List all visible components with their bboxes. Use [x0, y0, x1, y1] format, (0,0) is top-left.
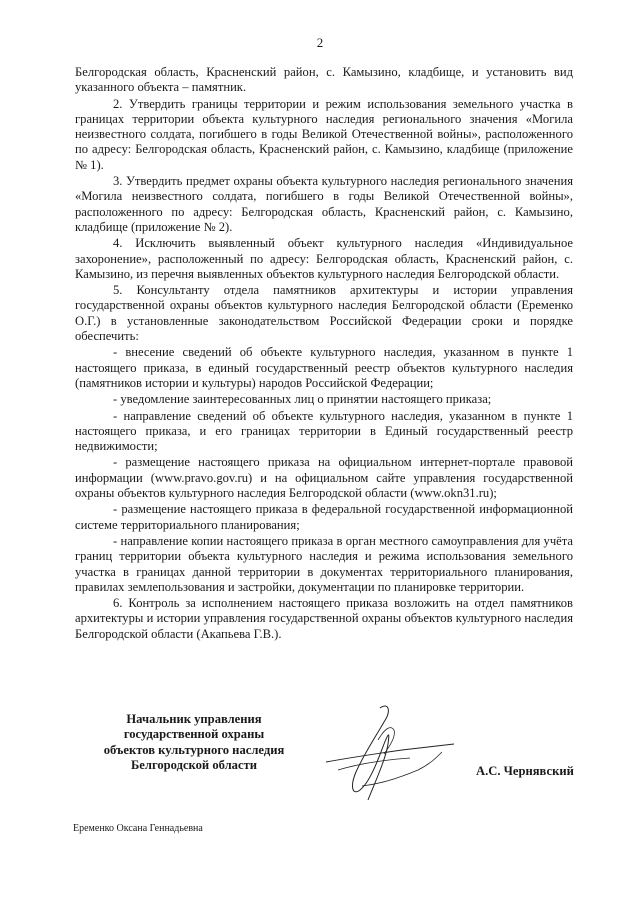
- page-number: 2: [316, 35, 324, 50]
- signer-position-line: государственной охраны: [123, 727, 265, 742]
- handwritten-signature: [318, 700, 468, 810]
- paragraph: - направление сведений об объекте культурного наследия, указанном в пункте 1 настоящего приказа, и его границах территории в Единый государственный реестр недвижимости;: [75, 408, 573, 454]
- paragraph: - размещение настоящего приказа на официальном интернет-портале правовой информации (www.pravo.gov.ru) и на официальном сайте управления государственной охраны объектов культурного наследия Белгородской области (www.okn31.ru);: [75, 455, 573, 501]
- paragraph: 4. Исключить выявленный объект культурного наследия «Индивидуальное захоронение», расположенный по адресу: Белгородская область, Красненский район, с. Камызино, из перечня выявленных объектов культурного наследия Белгородской области.: [75, 236, 573, 281]
- paragraph: 3. Утвердить предмет охраны объекта культурного наследия регионального значения «Могила неизвестного солдата, погибшего в годы Великой Отечественной войны», расположенного по адресу: Белгородская область, Красненский район, с. Камызино, кладбище (приложение № 2).: [75, 174, 573, 234]
- document-body: [75, 65, 573, 643]
- paragraph: 5. Консультанту отдела памятников архитектуры и истории управления государственной охраны объектов культурного наследия Белгородской области (Еременко О.Г.) в установленные законодательством Российской Федерации сроки и порядке обеспечить:: [75, 283, 573, 344]
- paragraph: - направление копии настоящего приказа в орган местного самоуправления для учёта границ территории объекта культурного наследия и режима использования земельного участка в границах данной территории в документах территориального планирования, правилах землепользования и застройки, документации по планировке территории.: [75, 533, 573, 594]
- paragraph: 6. Контроль за исполнением настоящего приказа возложить на отдел памятников архитектуры и истории управления государственной охраны объектов культурного наследия Белгородской области (Акапьева Г.В.).: [75, 596, 573, 641]
- signer-position-line: Начальник управления: [126, 712, 262, 726]
- paragraph: - уведомление заинтересованных лиц о принятии настоящего приказа;: [113, 392, 492, 407]
- paragraph: Белгородская область, Красненский район, с. Камызино, кладбище, и установить вид указанного объекта – памятник.: [75, 65, 573, 95]
- signer-position-line: объектов культурного наследия: [103, 742, 285, 757]
- signer-position-line: Белгородской области: [130, 757, 258, 772]
- executor-name: Еременко Оксана Геннадьевна: [73, 823, 203, 834]
- paragraph: 2. Утвердить границы территории и режим использования земельного участка в границах территории объекта культурного наследия регионального значения «Могила неизвестного солдата, погибшего в годы Великой Отечественной войны», расположенного по адресу: Белгородская область, Красненский район, с. Камызино, кладбище (приложение № 1).: [75, 96, 573, 172]
- signer-position: [100, 712, 288, 773]
- paragraph: - размещение настоящего приказа в федеральной государственной информационной системе территориального планирования;: [75, 502, 573, 532]
- signer-name: А.С. Чернявский: [476, 764, 574, 778]
- paragraph: - внесение сведений об объекте культурного наследия, указанном в пункте 1 настоящего приказа, в единый государственный реестр объектов культурного наследия (памятников истории и культуры) народов Российской Федерации;: [75, 345, 573, 390]
